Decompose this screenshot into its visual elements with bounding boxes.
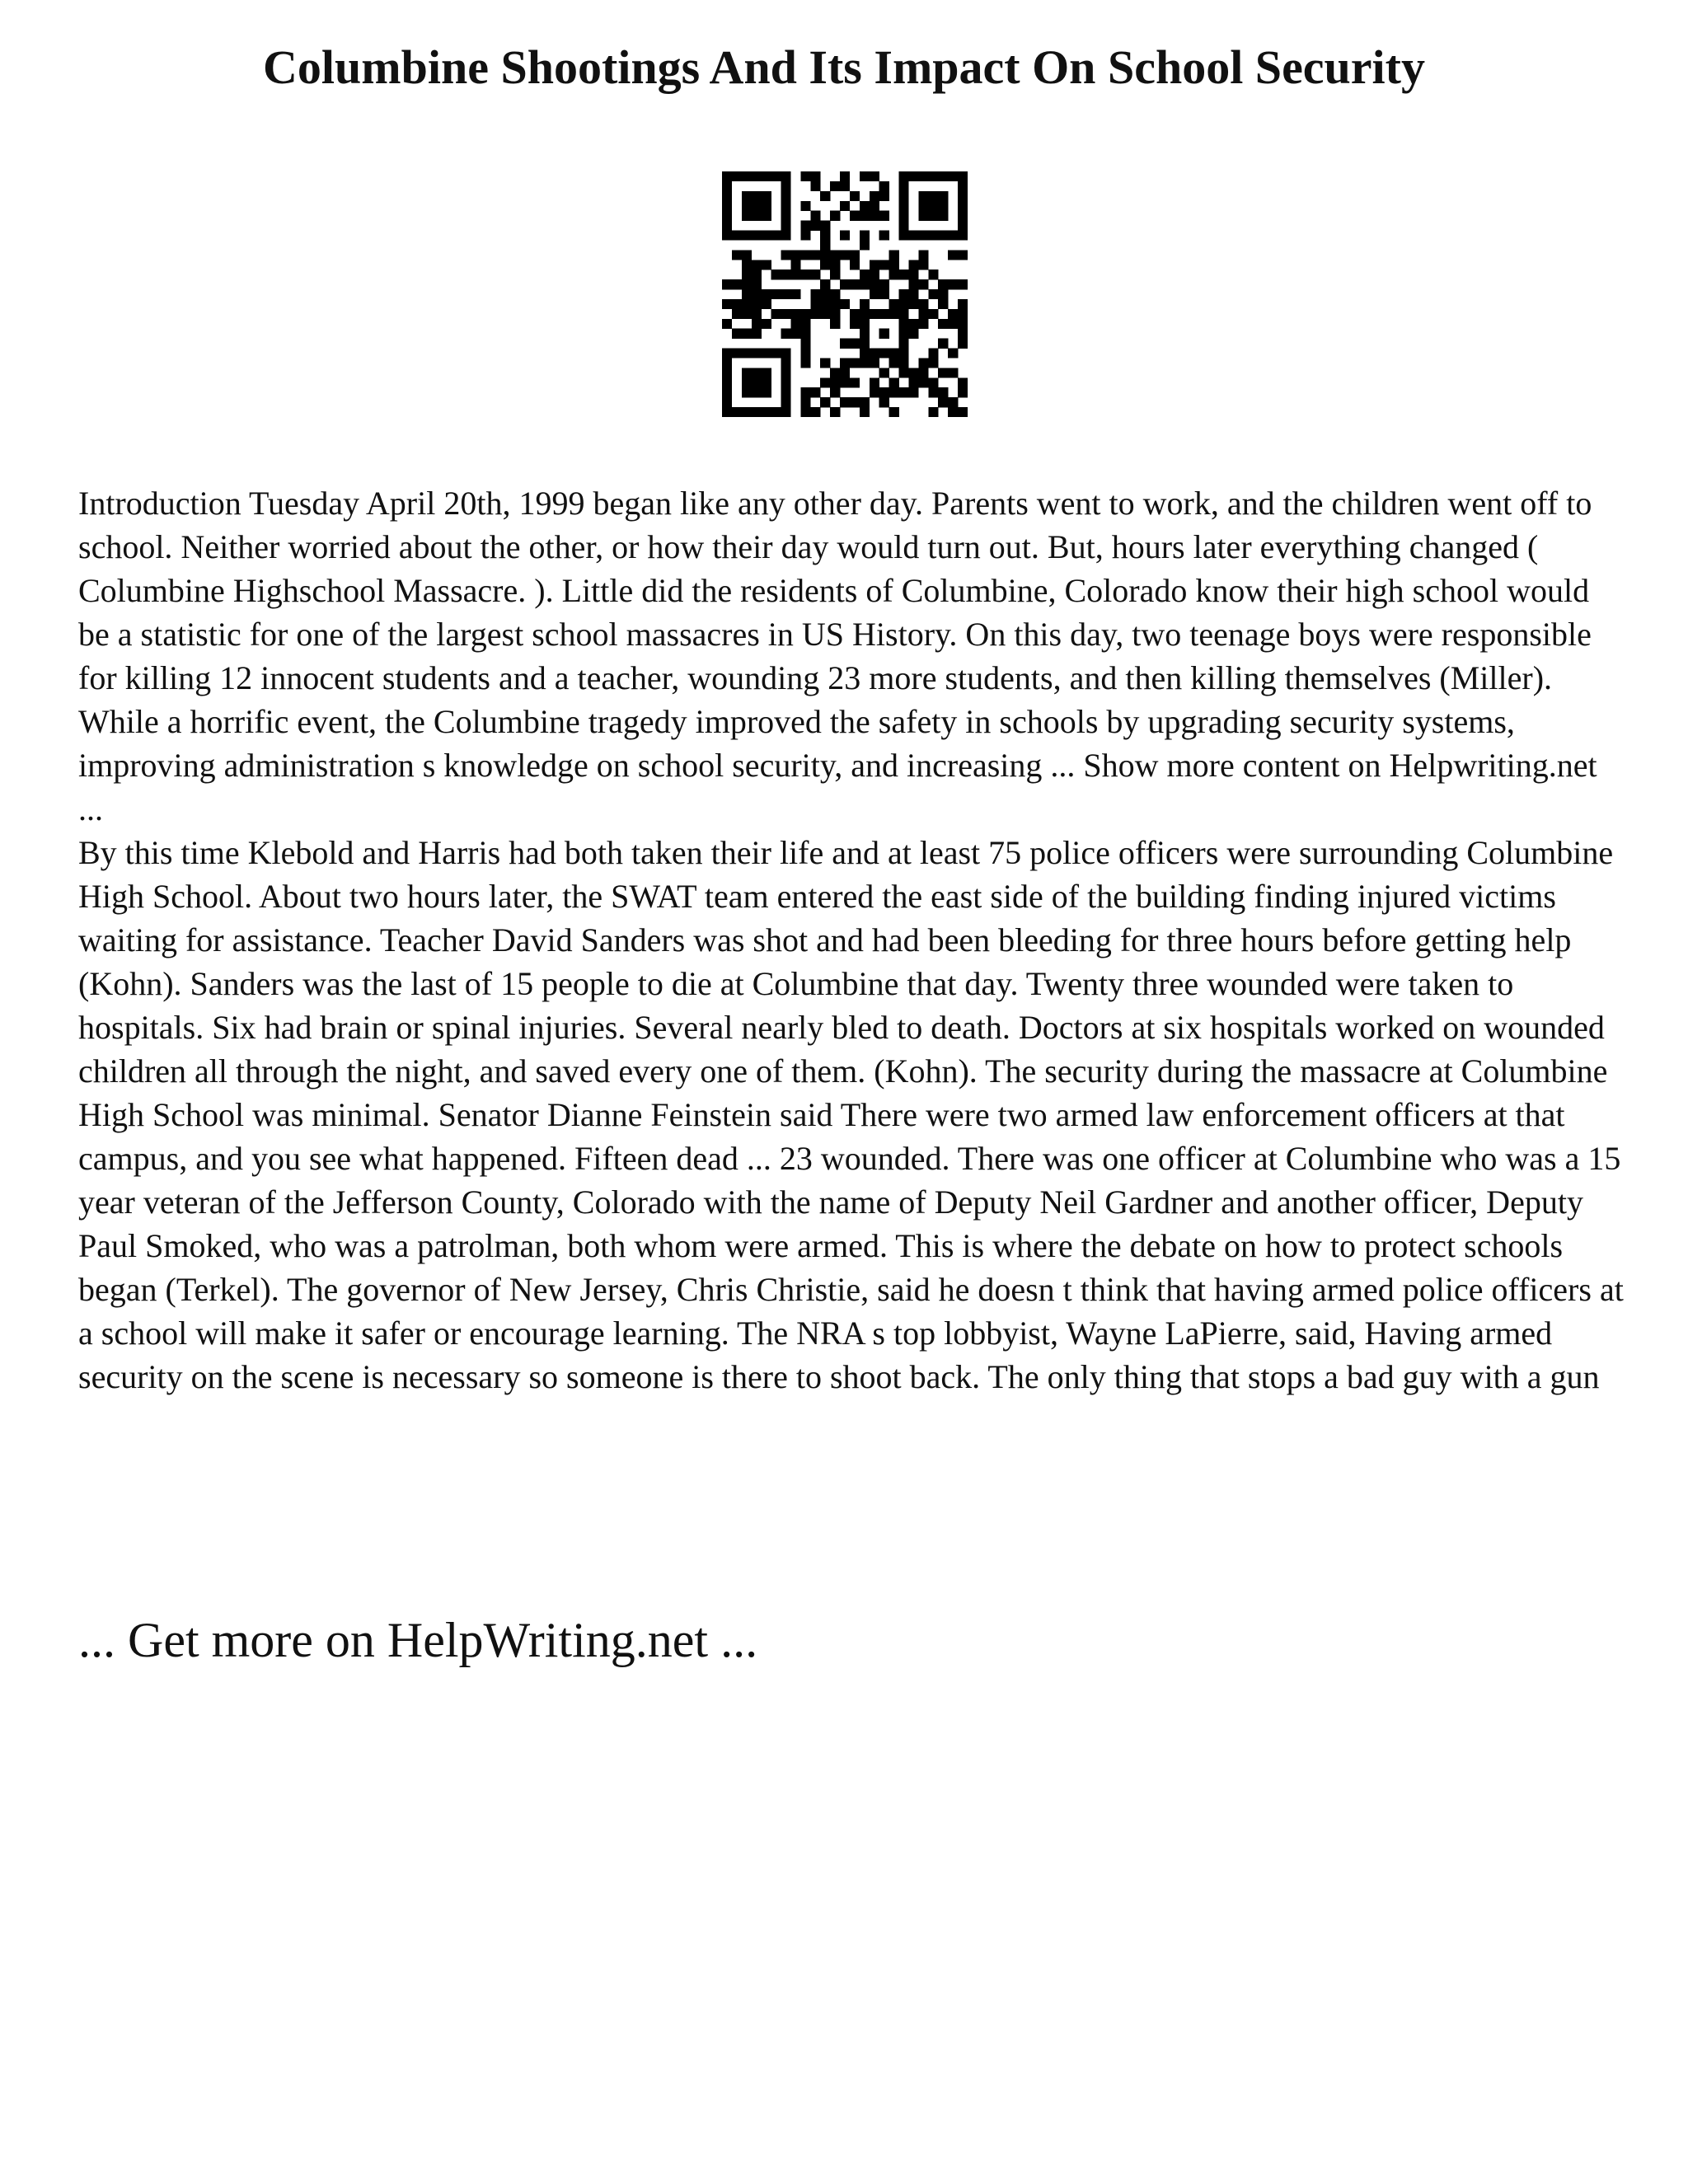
paragraph-security: By this time Klebold and Harris had both taken their life and at least 75 police officers were surrounding Columbine High School. About two hours later, the SWAT team entered the east side of the building finding injured victims waiting for assistance. Teacher David Sanders was shot and had been bleeding for three hours before getting help (Kohn). Sanders was the last of 15 people to die at Columbine that day. Twenty three wounded were taken to hospitals. Six had brain or spinal injuries. Several nearly bled to death. Doctors at six hospitals worked on wounded children all through the night, and saved every one of them. (Kohn). The security during the massacre at Columbine High School was minimal. Senator Dianne Feinstein said There were two armed law enforcement officers at that campus, and you see what happened. Fifteen dead ... 23 wounded. There was one officer at Columbine who was a 15 year veteran of the Jefferson County, Colorado with the name of Deputy Neil Gardner and another officer, Deputy Paul Smoked, who was a patrolman, both whom were armed. This is where the debate on how to protect schools began (Terkel). The governor of New Jersey, Chris Christie, said he doesn t think that having armed police officers at a school will make it safer or encourage learning. The NRA s top lobbyist, Wayne LaPierre, said, Having armed security on the scene is necessary so someone is there to shoot back. The only thing that stops a bad guy with a gun bbox=[78, 834, 1624, 1395]
document-title: Columbine Shootings And Its Impact On School Security bbox=[263, 40, 1425, 94]
qr-code-icon bbox=[722, 171, 968, 417]
paragraph-introduction: Introduction Tuesday April 20th, 1999 began like any other day. Parents went to work, and the children went off to school. Neither worried about the other, or how their day would turn out. But, hours later everything changed ( Columbine Highschool Massacre. ). Little did the residents of Columbine, Colorado know their high school would be a statistic for one of the largest school massacres in US History. On this day, two teenage boys were responsible for killing 12 innocent students and a teacher, wounding 23 more students, and then killing themselves (Miller). While a horrific event, the Columbine tragedy improved the safety in schools by upgrading security systems, improving administration s knowledge on school security, and increasing ... Show more content on Helpwriting.net ... bbox=[78, 485, 1597, 827]
document-body bbox=[78, 481, 1628, 1399]
get-more-link[interactable]: ... Get more on HelpWriting.net ... bbox=[78, 1613, 758, 1667]
